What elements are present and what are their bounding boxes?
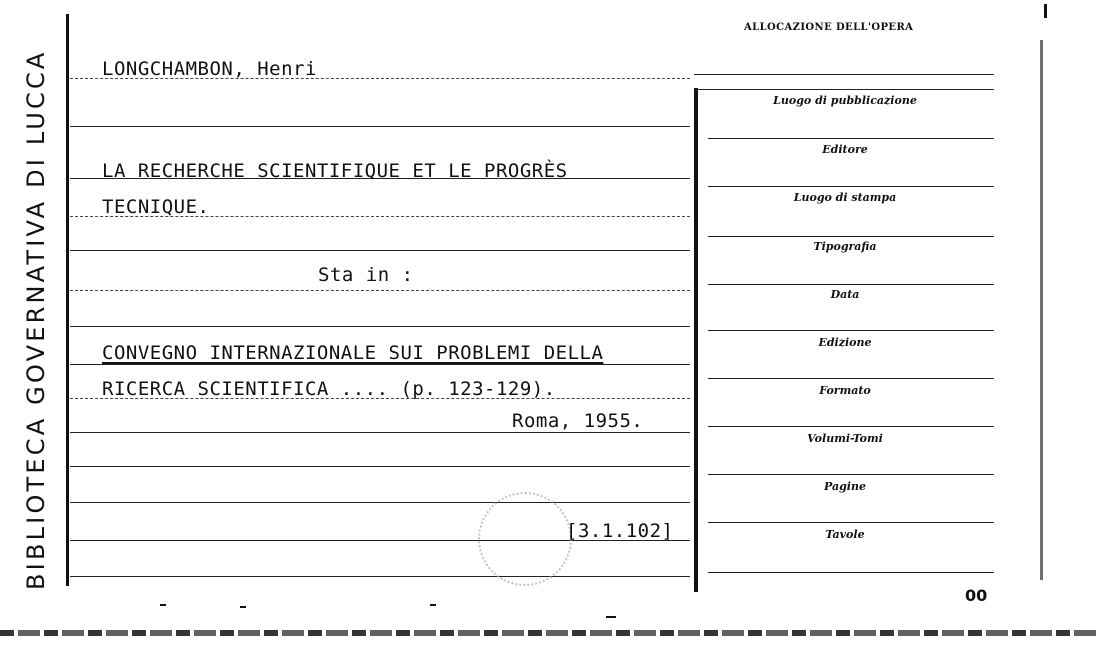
field-volumi-tomi: Volumi-Tomi <box>807 432 883 445</box>
title-line-2: TECNIQUE. <box>102 196 210 218</box>
scan-speck <box>240 606 246 608</box>
field-editore: Editore <box>822 143 868 156</box>
rule-10 <box>70 432 690 433</box>
right-rule-5 <box>708 330 994 331</box>
rule-12 <box>70 502 690 503</box>
field-tavole: Tavole <box>825 528 865 541</box>
rule-2 <box>70 126 690 127</box>
field-formato: Formato <box>819 384 871 397</box>
field-luogo-stampa: Luogo di stampa <box>793 191 897 204</box>
corner-mark: 00 <box>965 586 988 605</box>
right-rule-6 <box>708 378 994 379</box>
title-line-1: LA RECHERCHE SCIENTIFIQUE ET LE PROGRÈS <box>102 160 568 182</box>
allocation-header: ALLOCAZIONE DELL'OPERA <box>744 22 914 33</box>
rule-6 <box>70 290 690 291</box>
author-name: LONGCHAMBON, Henri <box>102 58 317 80</box>
scan-bottom-noise <box>0 630 1099 636</box>
rule-8 <box>70 364 690 365</box>
right-rule-0 <box>694 74 994 75</box>
field-edizione: Edizione <box>818 336 872 349</box>
right-rule-top <box>694 89 994 90</box>
right-rule-10 <box>708 572 994 573</box>
right-rule-4 <box>708 284 994 285</box>
left-margin-bar <box>66 14 69 586</box>
rule-7 <box>70 326 690 327</box>
rule-5 <box>70 250 690 251</box>
right-column-bar <box>694 88 698 592</box>
right-rule-7 <box>708 426 994 427</box>
place-year: Roma, 1955. <box>512 410 644 432</box>
shelf-mark: [3.1.102] <box>566 520 674 542</box>
sta-in-label: Sta in : <box>318 264 414 286</box>
library-stamp-vertical: BIBLIOTECA GOVERNATIVA DI LUCCA <box>22 49 50 590</box>
scan-speck <box>160 604 166 606</box>
scan-speck <box>1044 4 1047 18</box>
rule-11 <box>70 466 690 467</box>
rule-14 <box>70 576 690 577</box>
source-line-1: CONVEGNO INTERNAZIONALE SUI PROBLEMI DELLA <box>102 342 604 364</box>
right-rule-9 <box>708 522 994 523</box>
field-data: Data <box>830 288 860 301</box>
field-pagine: Pagine <box>824 480 866 493</box>
scan-edge-line <box>1040 40 1043 580</box>
scan-speck <box>430 604 436 606</box>
field-tipografia: Tipografia <box>813 240 877 253</box>
scan-speck <box>606 616 616 618</box>
round-stamp <box>478 492 572 586</box>
right-rule-1 <box>708 138 994 139</box>
right-rule-2 <box>708 186 994 187</box>
right-rule-8 <box>708 474 994 475</box>
source-line-2: RICERCA SCIENTIFICA .... (p. 123-129). <box>102 378 556 400</box>
field-luogo-pubblicazione: Luogo di pubblicazione <box>773 94 917 107</box>
right-rule-3 <box>708 236 994 237</box>
